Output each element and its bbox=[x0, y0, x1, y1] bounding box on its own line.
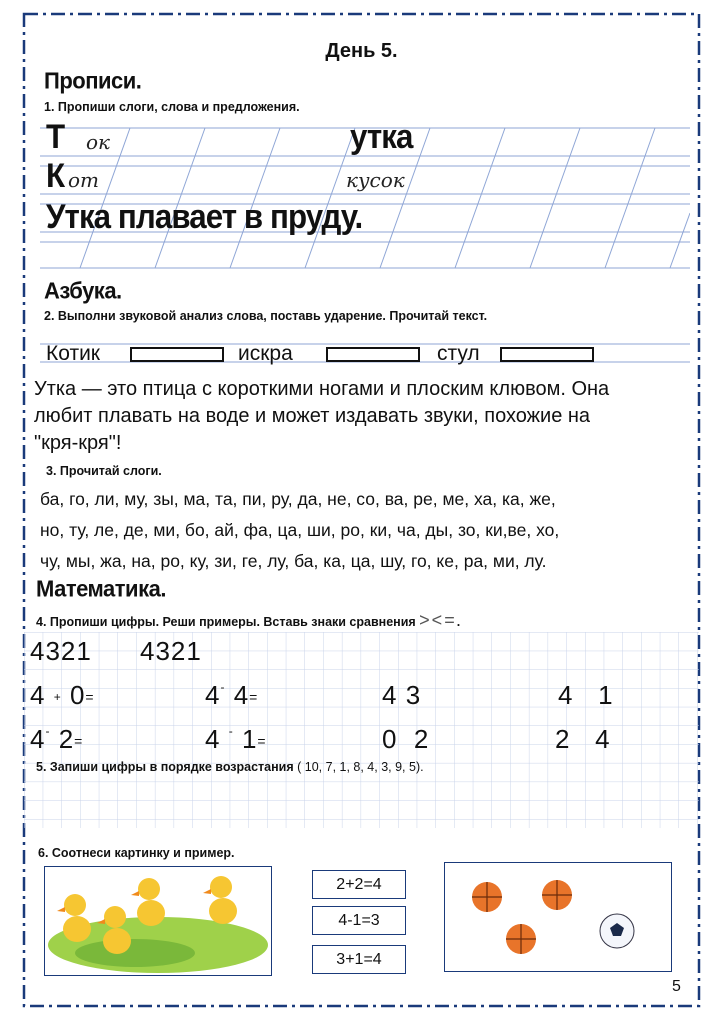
equals-sign: = bbox=[74, 733, 84, 750]
compare-1 bbox=[382, 680, 421, 711]
operator: - bbox=[228, 724, 234, 738]
reading-text bbox=[34, 376, 694, 457]
compare-2 bbox=[558, 680, 614, 711]
example-2 bbox=[205, 680, 258, 711]
compare-4 bbox=[555, 724, 611, 755]
example-1 bbox=[30, 680, 95, 711]
operand: 4 bbox=[382, 680, 398, 710]
task-6: 6. Соотнеси картинку и пример. bbox=[38, 846, 235, 860]
operand: 2 bbox=[555, 724, 571, 754]
operand: 1 bbox=[241, 724, 258, 754]
operand: 0 bbox=[69, 680, 86, 710]
operand: 1 bbox=[598, 680, 614, 710]
operand: 2 bbox=[413, 724, 430, 754]
task-1: 1. Пропиши слоги, слова и предложения. bbox=[44, 100, 300, 114]
sound-scheme-box[interactable] bbox=[500, 347, 594, 362]
task-5-numbers: ( 10, 7, 1, 8, 4, 3, 9, 5). bbox=[293, 760, 424, 774]
basketball-icon bbox=[506, 924, 536, 954]
task-3: 3. Прочитай слоги. bbox=[46, 464, 162, 478]
duck-icon bbox=[203, 876, 237, 924]
example-box[interactable]: 3+1=4 bbox=[312, 945, 406, 974]
task-4 bbox=[36, 610, 460, 631]
text-line: Утка — это птица с короткими ногами и плоским клювом. Она bbox=[34, 378, 610, 400]
operand: 3 bbox=[405, 680, 422, 710]
basketball-icon bbox=[472, 882, 502, 912]
page-number: 5 bbox=[672, 978, 681, 995]
word-kotik: Котик bbox=[46, 342, 100, 365]
digits-copy-b: 4321 bbox=[140, 636, 202, 666]
text-line: любит плавать на воде и может издавать звуки, похожие на bbox=[34, 405, 591, 427]
word-stul: стул bbox=[437, 342, 480, 365]
day-title: День 5. bbox=[325, 40, 398, 62]
task-2: 2. Выполни звуковой анализ слова, поставь ударение. Прочитай текст. bbox=[44, 309, 488, 323]
syllable-line: ба, го, ли, му, зы, ма, та, пи, ру, да, не, со, ва, ре, ме, ха, ка, же, bbox=[40, 489, 556, 509]
equals-sign: = bbox=[249, 689, 259, 706]
syllables bbox=[40, 484, 559, 577]
ducks-picture[interactable] bbox=[44, 866, 272, 976]
operand: 4 bbox=[233, 680, 250, 710]
propisi-title: Прописи. bbox=[44, 67, 142, 94]
operand: 4 bbox=[595, 724, 611, 754]
math-title: Математика. bbox=[36, 575, 166, 602]
letter-t: Т bbox=[46, 118, 65, 156]
example-3 bbox=[30, 724, 83, 755]
task-5-text: 5. Запиши цифры в порядке возрастания bbox=[36, 760, 294, 774]
compare-3 bbox=[382, 724, 429, 755]
operand: 4 bbox=[558, 680, 574, 710]
word-iskra: искра bbox=[238, 342, 293, 365]
syllable-line: чу, мы, жа, на, ро, ку, зи, ге, лу, ба, ка, ца, шу, го, ке, ра, ми, лу. bbox=[40, 551, 547, 571]
comparison-signs: ><= bbox=[419, 610, 457, 630]
cursive-ok: ок bbox=[86, 130, 110, 154]
equals-sign: = bbox=[85, 689, 95, 706]
example-box[interactable]: 2+2=4 bbox=[312, 870, 406, 899]
balls-picture[interactable] bbox=[444, 862, 672, 972]
basketball-icon bbox=[542, 880, 572, 910]
operand: 0 bbox=[382, 724, 398, 754]
task-4-end: . bbox=[456, 615, 461, 629]
soccer-ball-icon bbox=[600, 914, 634, 948]
sound-scheme-box[interactable] bbox=[326, 347, 420, 362]
equals-sign: = bbox=[257, 733, 267, 750]
operand: 4 bbox=[30, 680, 46, 710]
ducks-illustration bbox=[45, 867, 271, 975]
cursive-kusok: кусок bbox=[346, 168, 405, 192]
letter-k: К bbox=[46, 157, 65, 195]
operator: + bbox=[53, 690, 62, 705]
operator: - bbox=[45, 724, 51, 738]
operand: 4 bbox=[30, 724, 46, 754]
example-box[interactable]: 4-1=3 bbox=[312, 906, 406, 935]
cursive-ot: от bbox=[68, 168, 100, 192]
sound-scheme-box[interactable] bbox=[130, 347, 224, 362]
operator: - bbox=[220, 680, 226, 694]
example-4 bbox=[205, 724, 267, 755]
azbuka-title: Азбука. bbox=[44, 277, 122, 304]
text-line: "кря-кря"! bbox=[34, 432, 122, 454]
sentence: Утка плавает в пруду. bbox=[46, 198, 363, 236]
balls-illustration bbox=[445, 863, 671, 971]
operand: 4 bbox=[205, 724, 221, 754]
task-4-text: 4. Пропиши цифры. Реши примеры. Вставь знаки сравнения bbox=[36, 615, 416, 629]
task-5 bbox=[36, 760, 424, 774]
operand: 2 bbox=[58, 724, 75, 754]
digits-copy-a: 4321 bbox=[30, 636, 92, 666]
syllable-line: но, ту, ле, де, ми, бо, ай, фа, ца, ши, ро, ки, ча, ды, зо, ки,ве, хо, bbox=[40, 520, 560, 540]
operand: 4 bbox=[205, 680, 221, 710]
word-utka: утка bbox=[350, 118, 413, 156]
